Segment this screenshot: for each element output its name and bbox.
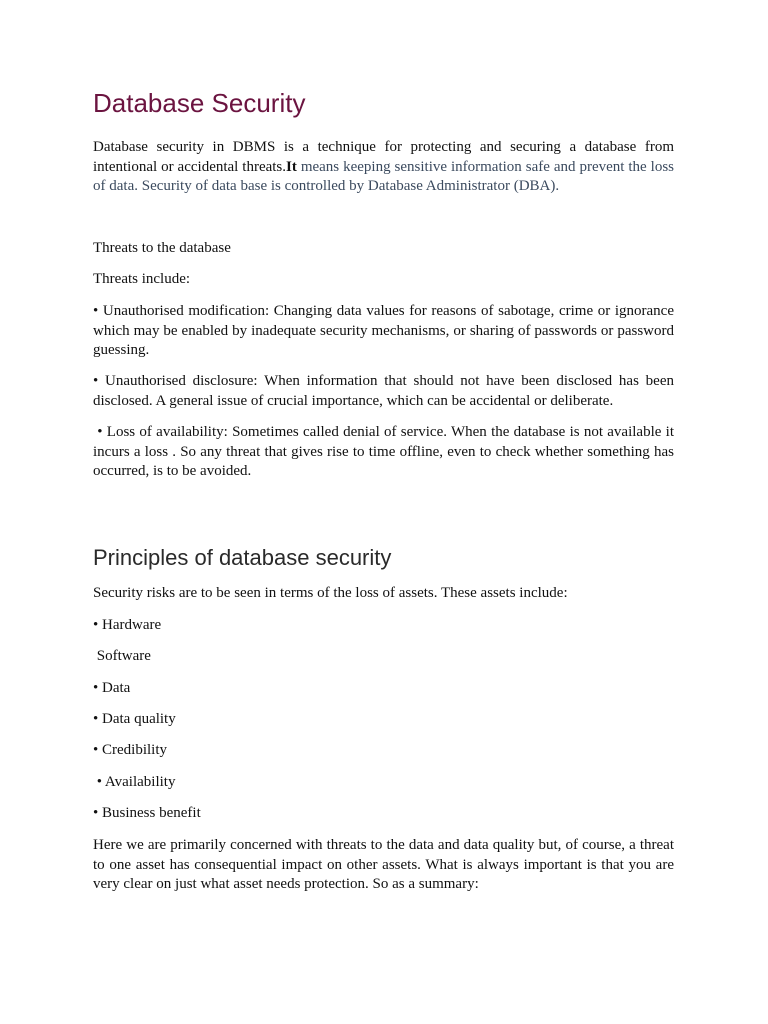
page-title: Database Security [93, 88, 306, 118]
principles-heading: Principles of database security [93, 545, 392, 570]
asset-item-data: • Data [93, 680, 131, 696]
intro-text-part1: Database security in DBMS is a technique for protecting and securing a database from intentional or accidental threats. [93, 139, 674, 175]
asset-item-availability: • Availability [93, 774, 176, 790]
asset-item-business-benefit: • Business benefit [93, 805, 201, 821]
asset-item-software: Software [93, 648, 151, 664]
threats-heading: Threats to the database [93, 240, 231, 256]
threat-item-modification: • Unauthorised modification: Changing data values for reasons of sabotage, crime or ignorance which may be enabled by inadequate security mechanisms, or sharing of passwords or password guessing. [93, 303, 674, 358]
asset-item-credibility: • Credibility [93, 742, 167, 758]
intro-text-bold: It [286, 158, 297, 175]
principles-intro: Security risks are to be seen in terms of the loss of assets. These assets include: [93, 585, 568, 601]
closing-paragraph: Here we are primarily concerned with threats to the data and data quality but, of course, a threat to one asset has consequential impact on other assets. What is always important is that you are very clear on just what asset needs protection. So as a summary: [93, 837, 674, 892]
intro-text-part2: means keeping sensitive information safe and prevent the loss of data. Security of data base is controlled by Database Administrator (DBA). [93, 158, 674, 194]
threats-include-label: Threats include: [93, 271, 191, 287]
intro-paragraph [93, 138, 674, 197]
asset-item-data-quality: • Data quality [93, 711, 176, 727]
threat-item-disclosure: • Unauthorised disclosure: When information that should not have been disclosed has been disclosed. A general issue of crucial importance, which can be accidental or deliberate. [93, 373, 674, 409]
asset-item-hardware: • Hardware [93, 617, 162, 633]
threat-item-availability: • Loss of availability: Sometimes called denial of service. When the database is not available it incurs a loss . So any threat that gives rise to time offline, even to check whether something has occurred, is to be avoided. [93, 424, 678, 479]
